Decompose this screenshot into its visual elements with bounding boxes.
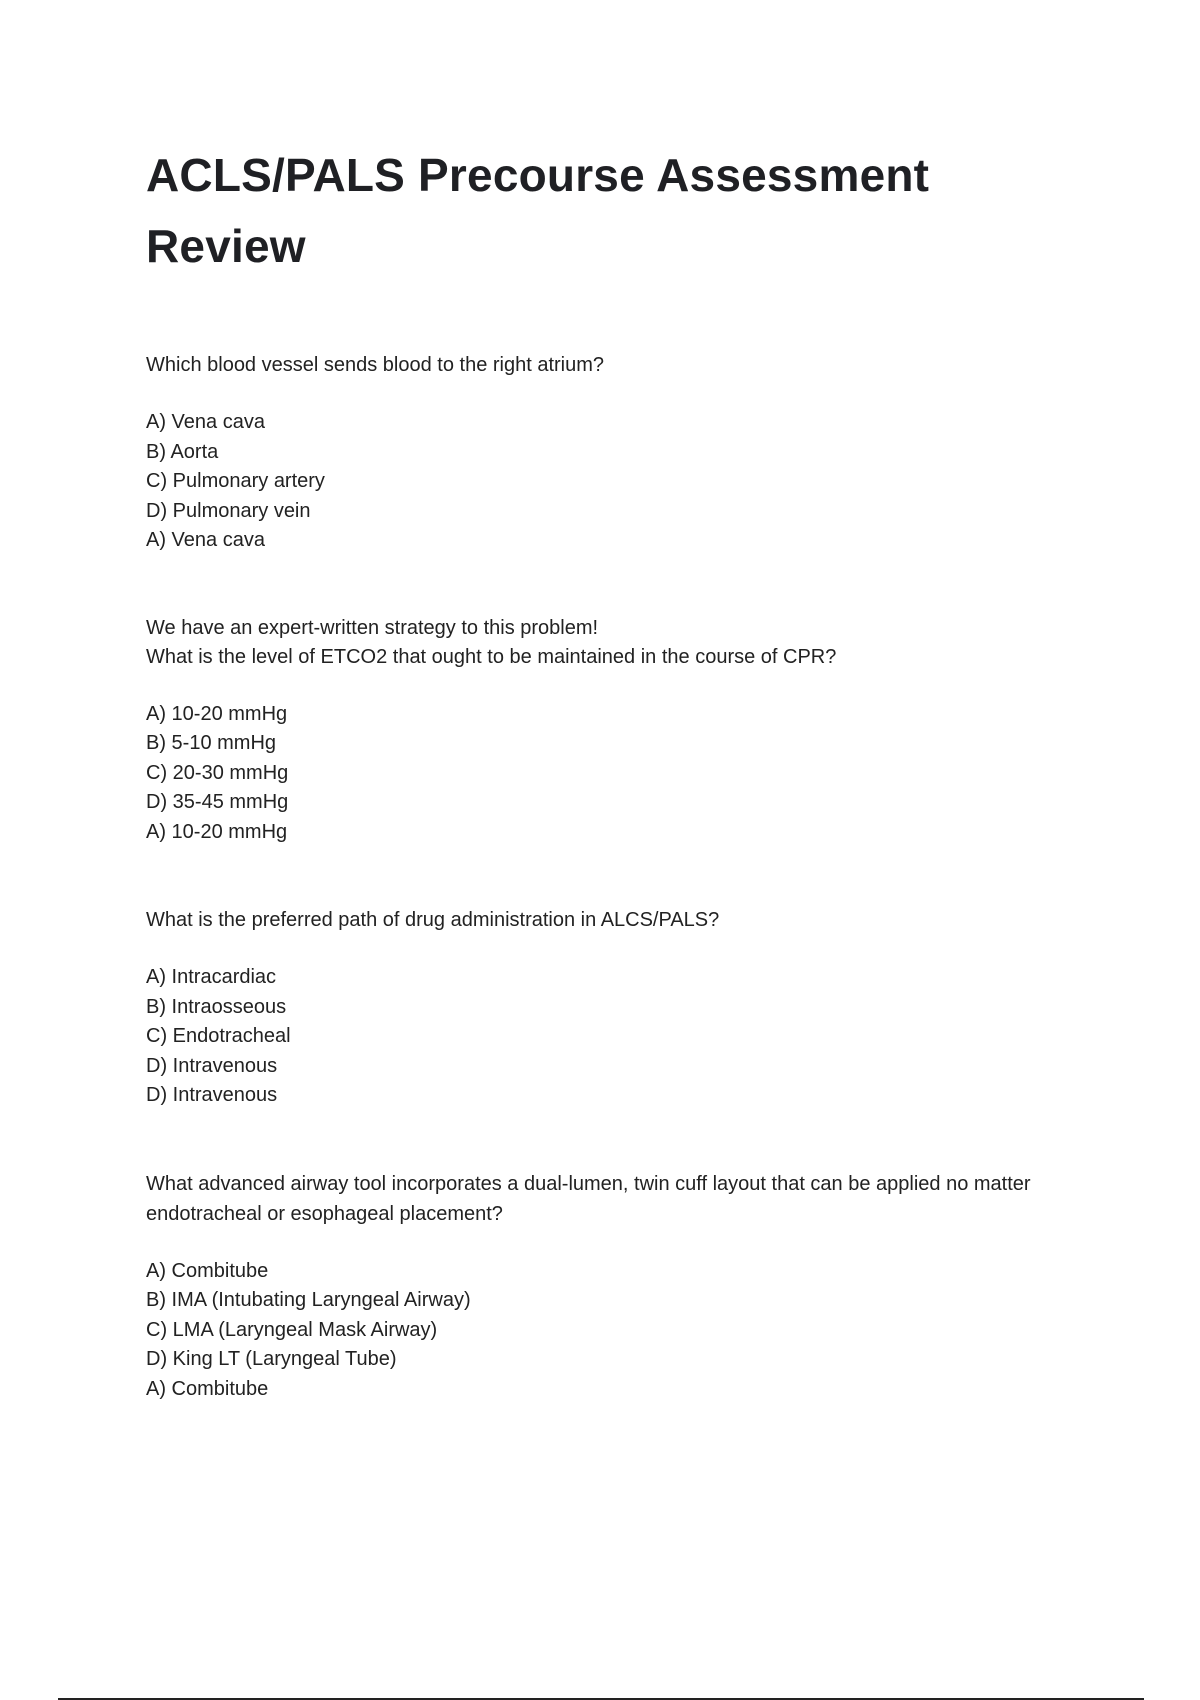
correct-answer: A) Vena cava <box>146 529 265 551</box>
question-prefix: We have an expert-written strategy to this problem! <box>146 616 599 639</box>
document-title: ACLS/PALS Precourse Assessment Review <box>146 149 930 272</box>
correct-answer: D) Intravenous <box>146 1084 278 1106</box>
option-list <box>146 963 1086 1111</box>
option-list <box>146 408 1086 556</box>
question-block <box>146 1169 1086 1405</box>
answer-option: D) Pulmonary vein <box>146 499 311 522</box>
correct-answer: A) 10-20 mmHg <box>146 820 288 843</box>
question-text: Which blood vessel sends blood to the right atrium? <box>146 354 605 376</box>
answer-option: A) Intracardiac <box>146 966 277 988</box>
answer-option: A) Vena cava <box>146 411 265 433</box>
answer-option: B) IMA (Intubating Laryngeal Airway) <box>146 1289 471 1311</box>
question-text: What is the preferred path of drug administration in ALCS/PALS? <box>146 909 720 931</box>
answer-option: A) Combitube <box>146 1259 269 1282</box>
answer-option: A) 10-20 mmHg <box>146 702 288 725</box>
document-page <box>146 140 1086 1404</box>
question-block <box>146 905 1086 1111</box>
answer-option: C) Pulmonary artery <box>146 470 325 492</box>
answer-option: C) 20-30 mmHg <box>146 761 289 784</box>
answer-option: D) Intravenous <box>146 1054 278 1077</box>
answer-option: D) 35-45 mmHg <box>146 791 289 813</box>
question-text: What is the level of ETCO2 that ought to be maintained in the course of CPR? <box>146 645 837 668</box>
question-text: What advanced airway tool incorporates a dual-lumen, twin cuff layout that can be applied no matter endotracheal or esophageal placement? <box>146 1172 1031 1225</box>
answer-option: C) LMA (Laryngeal Mask Airway) <box>146 1318 438 1341</box>
answer-option: B) 5-10 mmHg <box>146 732 277 754</box>
answer-option: C) Endotracheal <box>146 1025 291 1047</box>
option-list <box>146 1257 1086 1405</box>
question-list <box>146 350 1086 1404</box>
option-list <box>146 700 1086 848</box>
question-block <box>146 614 1086 848</box>
answer-option: D) King LT (Laryngeal Tube) <box>146 1348 397 1370</box>
question-block <box>146 350 1086 556</box>
answer-option: B) Intraosseous <box>146 995 287 1018</box>
answer-option: B) Aorta <box>146 440 219 463</box>
correct-answer: A) Combitube <box>146 1377 269 1400</box>
